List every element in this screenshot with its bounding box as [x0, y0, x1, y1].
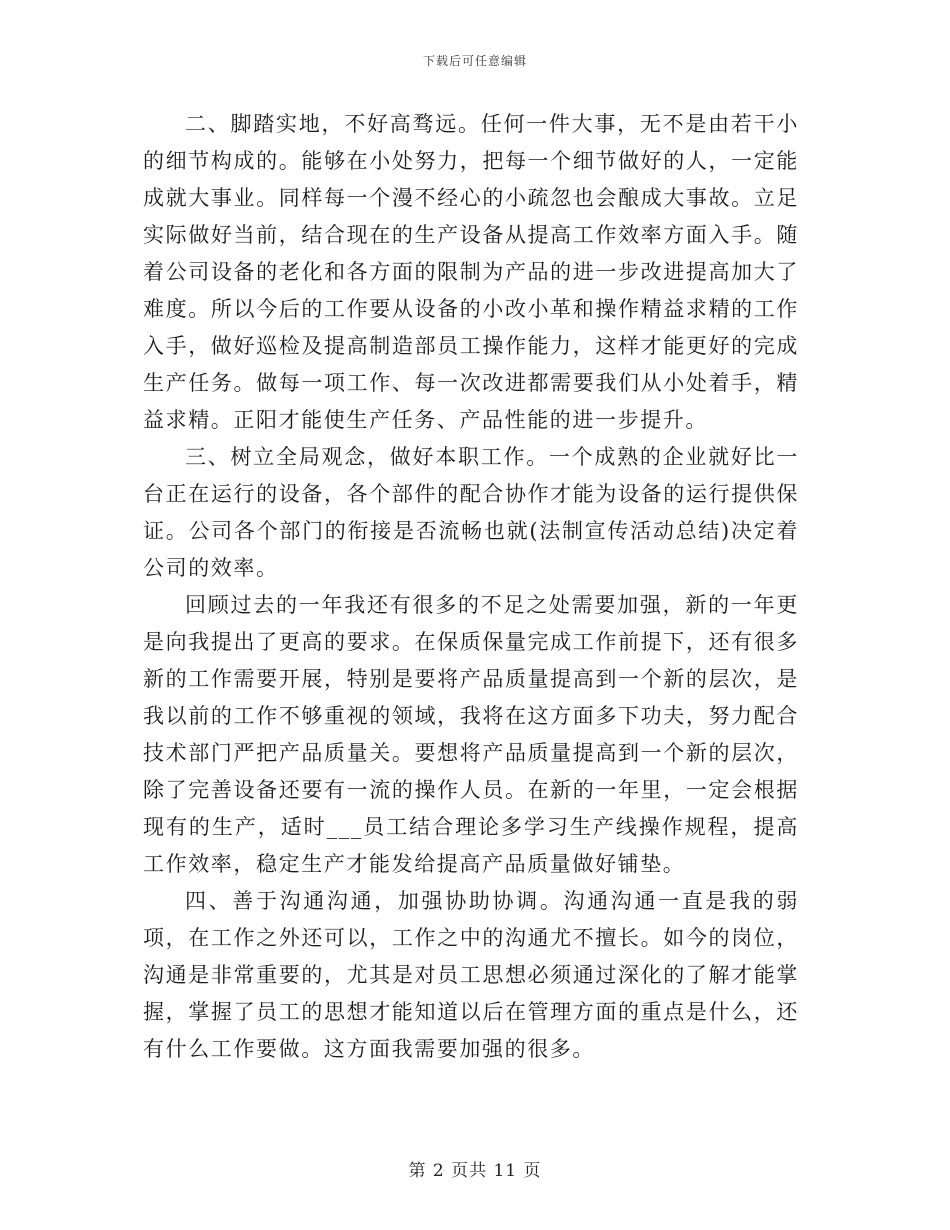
- page-header-note: 下载后可任意编辑: [422, 54, 527, 68]
- paragraph-section-four: 四、善于沟通沟通，加强协助协调。沟通沟通一直是我的弱项，在工作之外还可以，工作之中的沟通尤不擅长。如今的岗位，沟通是非常重要的，尤其是对员工思想必须通过深化的了解才能掌握，掌握了员工的思想才能知道以后在管理方面的重点是什么，还有什么工作要做。这方面我需要加强的很多。: [143, 889, 799, 1061]
- paragraph-section-two: 二、脚踏实地，不好高骛远。任何一件大事，无不是由若干小的细节构成的。能够在小处努力，把每一个细节做好的人，一定能成就大事业。同样每一个漫不经心的小疏忽也会酿成大事故。立足实际做好当前，结合现在的生产设备从提高工作效率方面入手。随着公司设备的老化和各方面的限制为产品的进一步改进提高加大了难度。所以今后的工作要从设备的小改小革和操作精益求精的工作入手，做好巡检及提高制造部员工操作能力，这样才能更好的完成生产任务。做每一项工作、每一次改进都需要我们从小处着手，精益求精。正阳才能使生产任务、产品性能的进一步提升。: [143, 112, 799, 432]
- page-number: 第 2 页共 11 页: [408, 1161, 542, 1181]
- document-body: [143, 106, 799, 1068]
- paragraph-review: 回顾过去的一年我还有很多的不足之处需要加强，新的一年更是向我提出了更高的要求。在保质保量完成工作前提下，还有很多新的工作需要开展，特别是要将产品质量提高到一个新的层次，是我以前的工作不够重视的领域，我将在这方面多下功夫，努力配合技术部门严把产品质量关。要想将产品质量提高到一个新的层次，除了完善设备还要有一流的操作人员。在新的一年里，一定会根据现有的生产，适时___员工结合理论多学习生产线操作规程，提高工作效率，稳定生产才能发给提高产品质量做好铺垫。: [143, 593, 799, 876]
- paragraph-section-three: 三、树立全局观念，做好本职工作。一个成熟的企业就好比一台正在运行的设备，各个部件的配合协作才能为设备的运行提供保证。公司各个部门的衔接是否流畅也就(法制宣传活动总结)决定着公司的效率。: [143, 445, 799, 580]
